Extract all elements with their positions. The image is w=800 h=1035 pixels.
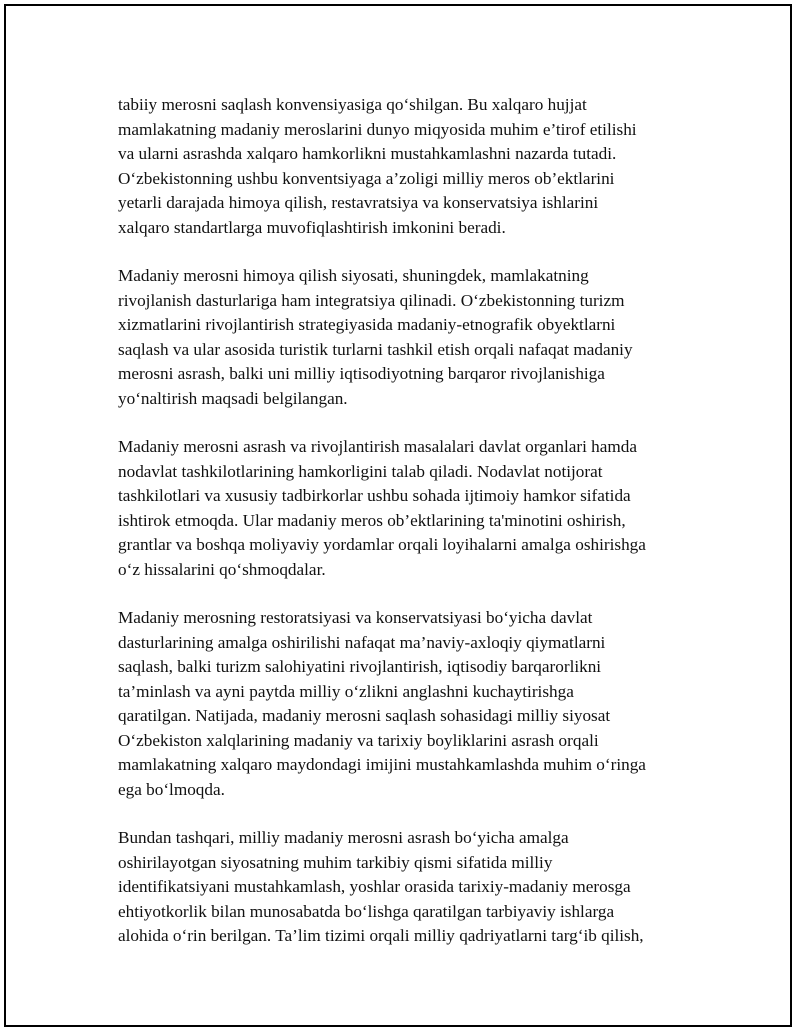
- paragraph-3: Madaniy merosni asrash va rivojlantirish masalalari davlat organlari hamda nodavlat tashkilotlarining hamkorligini talab qiladi. Nodavlat notijorat tashkilotlari va xususiy tadbirkorlar ushbu sohada ijtimoiy hamkor sifatida ishtirok etmoqda. Ular madaniy meros ob’ektlarining ta'minotini oshirish, grantlar va boshqa moliyaviy yordamlar orqali loyihalarni amalga oshirishga o‘z hissalarini qo‘shmoqdalar.: [118, 437, 646, 579]
- paragraph-1: tabiiy merosni saqlash konvensiyasiga qo‘shilgan. Bu xalqaro hujjat mamlakatning madaniy meroslarini dunyo miqyosida muhim e’tirof etilishi va ularni asrashda xalqaro hamkorlikni mustahkamlashni nazarda tutadi. O‘zbekistonning ushbu konventsiyaga a’zoligi milliy meros ob’ektlarini yetarli darajada himoya qilish, restavratsiya va konservatsiya ishlarini xalqaro standartlarga muvofiqlashtirish imkonini beradi.: [118, 95, 637, 237]
- paragraph-5: Bundan tashqari, milliy madaniy merosni asrash bo‘yicha amalga oshirilayotgan siyosatning muhim tarkibiy qismi sifatida milliy identifikatsiyani mustahkamlash, yoshlar orasida tarixiy-madaniy merosga ehtiyotkorlik bilan munosabatda bo‘lishga qaratilgan tarbiyaviy ishlarga alohida o‘rin berilgan. Ta’lim tizimi orqali milliy qadriyatlarni targ‘ib qilish,: [118, 828, 644, 945]
- document-body: [118, 93, 708, 973]
- paragraph-4: Madaniy merosning restoratsiyasi va konservatsiyasi bo‘yicha davlat dasturlarining amalga oshirilishi nafaqat ma’naviy-axloqiy qiymatlarni saqlash, balki turizm salohiyatini rivojlantirish, iqtisodiy barqarorlikni ta’minlash va ayni paytda milliy o‘zlikni anglashni kuchaytirishga qaratilgan. Natijada, madaniy merosni saqlash sohasidagi milliy siyosat O‘zbekiston xalqlarining madaniy va tarixiy boyliklarini asrash orqali mamlakatning xalqaro maydondagi imijini mustahkamlashda muhim o‘ringa ega bo‘lmoqda.: [118, 608, 646, 799]
- paragraph-2: Madaniy merosni himoya qilish siyosati, shuningdek, mamlakatning rivojlanish dasturlariga ham integratsiya qilinadi. O‘zbekistonning turizm xizmatlarini rivojlantirish strategiyasida madaniy-etnografik obyektlarni saqlash va ular asosida turistik turlarni tashkil etish orqali nafaqat madaniy merosni asrash, balki uni milliy iqtisodiyotning barqaror rivojlanishiga yo‘naltirish maqsadi belgilangan.: [118, 266, 633, 408]
